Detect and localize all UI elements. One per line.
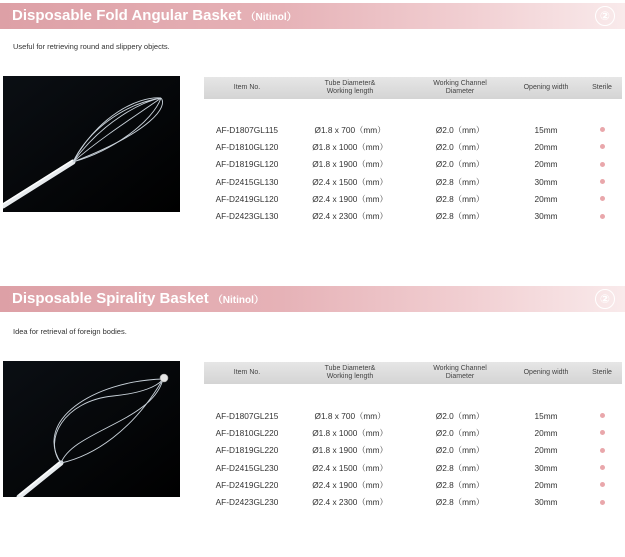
table-row (204, 121, 622, 138)
cell-channel: Ø2.0（mm） (435, 410, 485, 421)
header-tube-diameter: Tube Diameter& Working length (324, 365, 376, 380)
header-sterile: Sterile (592, 84, 612, 91)
cell-opening: 20mm (534, 141, 558, 152)
cell-tube: Ø1.8 x 700（mm） (314, 410, 386, 421)
cell-opening: 15mm (534, 410, 558, 421)
cell-channel: Ø2.8（mm） (435, 479, 485, 490)
header-item-no: Item No. (233, 369, 261, 376)
cell-sterile (582, 207, 622, 224)
product-photo-spirality-basket (3, 361, 180, 497)
cell-tube: Ø2.4 x 1500（mm） (312, 176, 388, 187)
table-header (204, 77, 622, 99)
cell-sterile (582, 190, 622, 207)
cell-item-no: AF-D2423GL230 (215, 497, 279, 508)
spec-table-fold-basket (204, 77, 622, 225)
table-header (204, 362, 622, 384)
header-working-channel: Working Channel Diameter (433, 365, 487, 380)
cell-sterile (582, 424, 622, 441)
cell-tube: Ø2.4 x 1900（mm） (312, 193, 388, 204)
cell-item-no: AF-D2423GL130 (215, 211, 279, 222)
table-row (204, 493, 622, 510)
cell-opening: 20mm (534, 427, 558, 438)
section-description: Useful for retrieving round and slippery objects. (13, 42, 170, 51)
table-row (204, 476, 622, 493)
cell-sterile (582, 442, 622, 459)
cell-item-no: AF-D1810GL120 (215, 141, 279, 152)
section-title-text: Disposable Spirality Basket (12, 290, 209, 307)
cell-sterile (582, 407, 622, 424)
table-row (204, 190, 622, 207)
cell-item-no: AF-D1807GL115 (215, 124, 279, 135)
cell-item-no: AF-D2415GL230 (215, 462, 279, 473)
cell-tube: Ø2.4 x 2300（mm） (312, 211, 388, 222)
sterile-dot-icon (600, 465, 605, 470)
sterile-dot-icon (600, 413, 605, 418)
section-subtitle: （Nitinol） (212, 295, 264, 306)
table-row (204, 442, 622, 459)
cell-tube: Ø1.8 x 1900（mm） (312, 445, 388, 456)
table-row (204, 156, 622, 173)
sterile-dot-icon (600, 500, 605, 505)
cell-sterile (582, 121, 622, 138)
cell-tube: Ø2.4 x 1900（mm） (312, 479, 388, 490)
section-description: Idea for retrieval of foreign bodies. (13, 327, 127, 336)
cell-item-no: AF-D1819GL220 (215, 445, 279, 456)
cell-channel: Ø2.0（mm） (435, 445, 485, 456)
table-row (204, 138, 622, 155)
sterile-dot-icon (600, 482, 605, 487)
cell-sterile (582, 476, 622, 493)
sterile-dot-icon (600, 179, 605, 184)
cell-channel: Ø2.0（mm） (435, 141, 485, 152)
section-number-badge: ② (595, 6, 615, 26)
cell-item-no: AF-D1807GL215 (215, 410, 279, 421)
sterile-dot-icon (600, 448, 605, 453)
header-opening-width: Opening width (523, 84, 569, 91)
cell-item-no: AF-D1819GL120 (215, 159, 279, 170)
header-sterile: Sterile (592, 369, 612, 376)
cell-sterile (582, 493, 622, 510)
cell-sterile (582, 138, 622, 155)
cell-tube: Ø1.8 x 1000（mm） (312, 141, 388, 152)
cell-sterile (582, 156, 622, 173)
cell-channel: Ø2.8（mm） (435, 462, 485, 473)
table-row (204, 424, 622, 441)
table-row (204, 173, 622, 190)
cell-opening: 20mm (534, 479, 558, 490)
cell-channel: Ø2.8（mm） (435, 497, 485, 508)
section-number-badge: ② (595, 289, 615, 309)
cell-opening: 30mm (534, 462, 558, 473)
cell-sterile (582, 459, 622, 476)
table-row (204, 207, 622, 224)
product-photo-fold-basket (3, 76, 180, 212)
table-row (204, 407, 622, 424)
cell-opening: 20mm (534, 193, 558, 204)
cell-opening: 30mm (534, 211, 558, 222)
header-opening-width: Opening width (523, 369, 569, 376)
section-subtitle: （Nitinol） (245, 12, 297, 23)
table-row (204, 459, 622, 476)
section-header-band (0, 3, 625, 29)
cell-item-no: AF-D2419GL120 (215, 193, 279, 204)
cell-tube: Ø2.4 x 1500（mm） (312, 462, 388, 473)
cell-opening: 20mm (534, 445, 558, 456)
section-title-text: Disposable Fold Angular Basket (12, 7, 242, 24)
cell-opening: 30mm (534, 497, 558, 508)
header-working-channel: Working Channel Diameter (433, 80, 487, 95)
section-header-band (0, 286, 625, 312)
cell-channel: Ø2.8（mm） (435, 176, 485, 187)
cell-channel: Ø2.0（mm） (435, 159, 485, 170)
cell-sterile (582, 173, 622, 190)
cell-item-no: AF-D2415GL130 (215, 176, 279, 187)
cell-opening: 15mm (534, 124, 558, 135)
cell-channel: Ø2.0（mm） (435, 427, 485, 438)
cell-item-no: AF-D1810GL220 (215, 427, 279, 438)
header-tube-diameter: Tube Diameter& Working length (324, 80, 376, 95)
section-title (12, 290, 264, 307)
sterile-dot-icon (600, 144, 605, 149)
cell-tube: Ø1.8 x 700（mm） (314, 124, 386, 135)
sterile-dot-icon (600, 196, 605, 201)
spec-table-spirality-basket (204, 362, 622, 511)
cell-item-no: AF-D2419GL220 (215, 479, 279, 490)
sterile-dot-icon (600, 127, 605, 132)
cell-channel: Ø2.0（mm） (435, 124, 485, 135)
cell-tube: Ø2.4 x 2300（mm） (312, 497, 388, 508)
sterile-dot-icon (600, 162, 605, 167)
cell-tube: Ø1.8 x 1900（mm） (312, 159, 388, 170)
cell-opening: 20mm (534, 159, 558, 170)
section-title (12, 7, 297, 24)
sterile-dot-icon (600, 214, 605, 219)
cell-tube: Ø1.8 x 1000（mm） (312, 427, 388, 438)
cell-opening: 30mm (534, 176, 558, 187)
cell-channel: Ø2.8（mm） (435, 211, 485, 222)
sterile-dot-icon (600, 430, 605, 435)
header-item-no: Item No. (233, 84, 261, 91)
cell-channel: Ø2.8（mm） (435, 193, 485, 204)
